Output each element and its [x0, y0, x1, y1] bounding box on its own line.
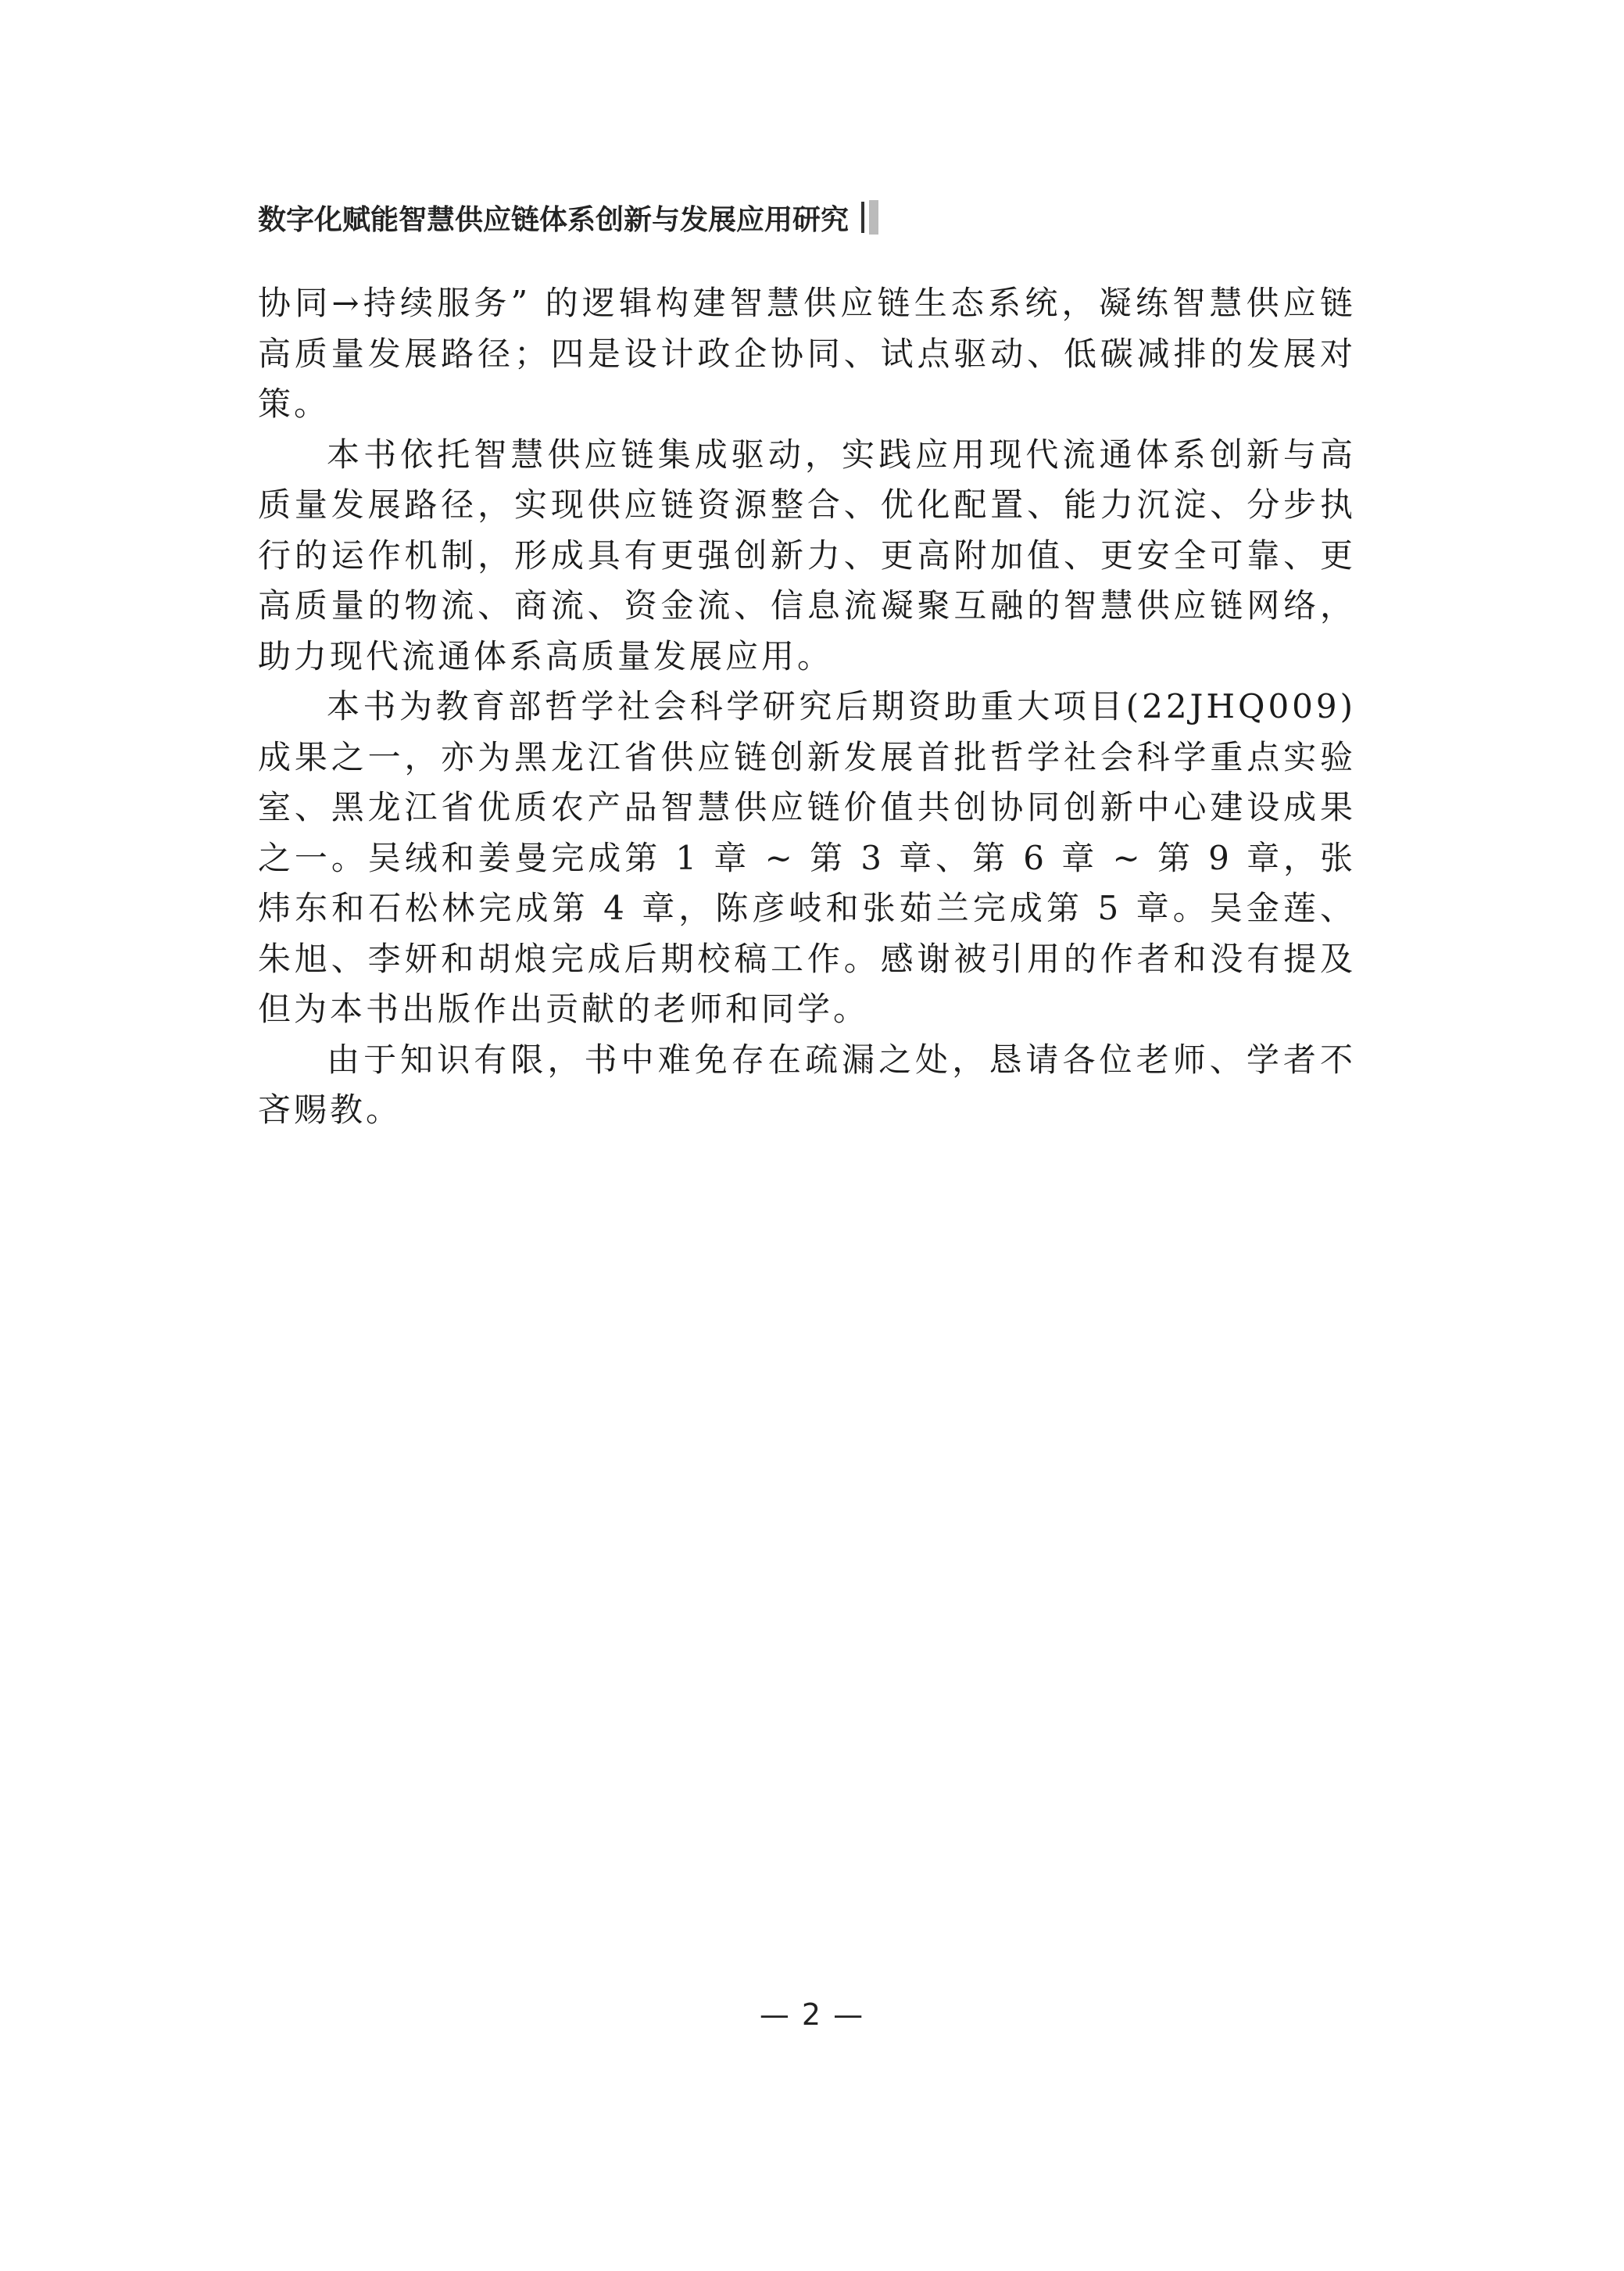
paragraph: 由于知识有限，书中难免存在疏漏之处，恳请各位老师、学者不吝赐教。 — [258, 1040, 1356, 1129]
running-header-title: 数字化赋能智慧供应链体系创新与发展应用研究 — [258, 203, 850, 236]
running-header — [258, 194, 878, 241]
paragraph-continuation: 协同→持续服务” 的逻辑构建智慧供应链生态系统，凝练智慧供应链高质量发展路径；四是设计政企协同、试点驱动、低碳减排的发展对策。 — [258, 284, 1356, 423]
body-text — [258, 278, 1356, 1136]
header-bar-ornament — [861, 200, 878, 235]
paragraph: 本书依托智慧供应链集成驱动，实践应用现代流通体系创新与高质量发展路径，实现供应链资源整合、优化配置、能力沉淀、分步执行的运作机制，形成具有更强创新力、更高附加值、更安全可靠、更高质量的物流、商流、资金流、信息流凝聚互融的智慧供应链网络，助力现代流通体系高质量发展应用。 — [258, 435, 1356, 675]
paragraph: 本书为教育部哲学社会科学研究后期资助重大项目(22JHQ009) 成果之一，亦为黑龙江省供应链创新发展首批哲学社会科学重点实验室、黑龙江省优质农产品智慧供应链价值共创协同创新中心建设成果之一。吴绒和姜曼完成第 1 章 ~ 第 3 章、第 6 章 ~ 第 9 章，张炜东和石松林完成第 4 章，陈彦岐和张茹兰完成第 5 章。吴金莲、朱旭、李妍和胡烺完成后期校稿工作。感谢被引用的作者和没有提及但为本书出版作出贡献的老师和同学。 — [258, 687, 1356, 1028]
header-bar-thin — [861, 202, 864, 233]
page-number: — 2 — — [759, 1997, 865, 2032]
header-bar-thick — [869, 200, 878, 235]
